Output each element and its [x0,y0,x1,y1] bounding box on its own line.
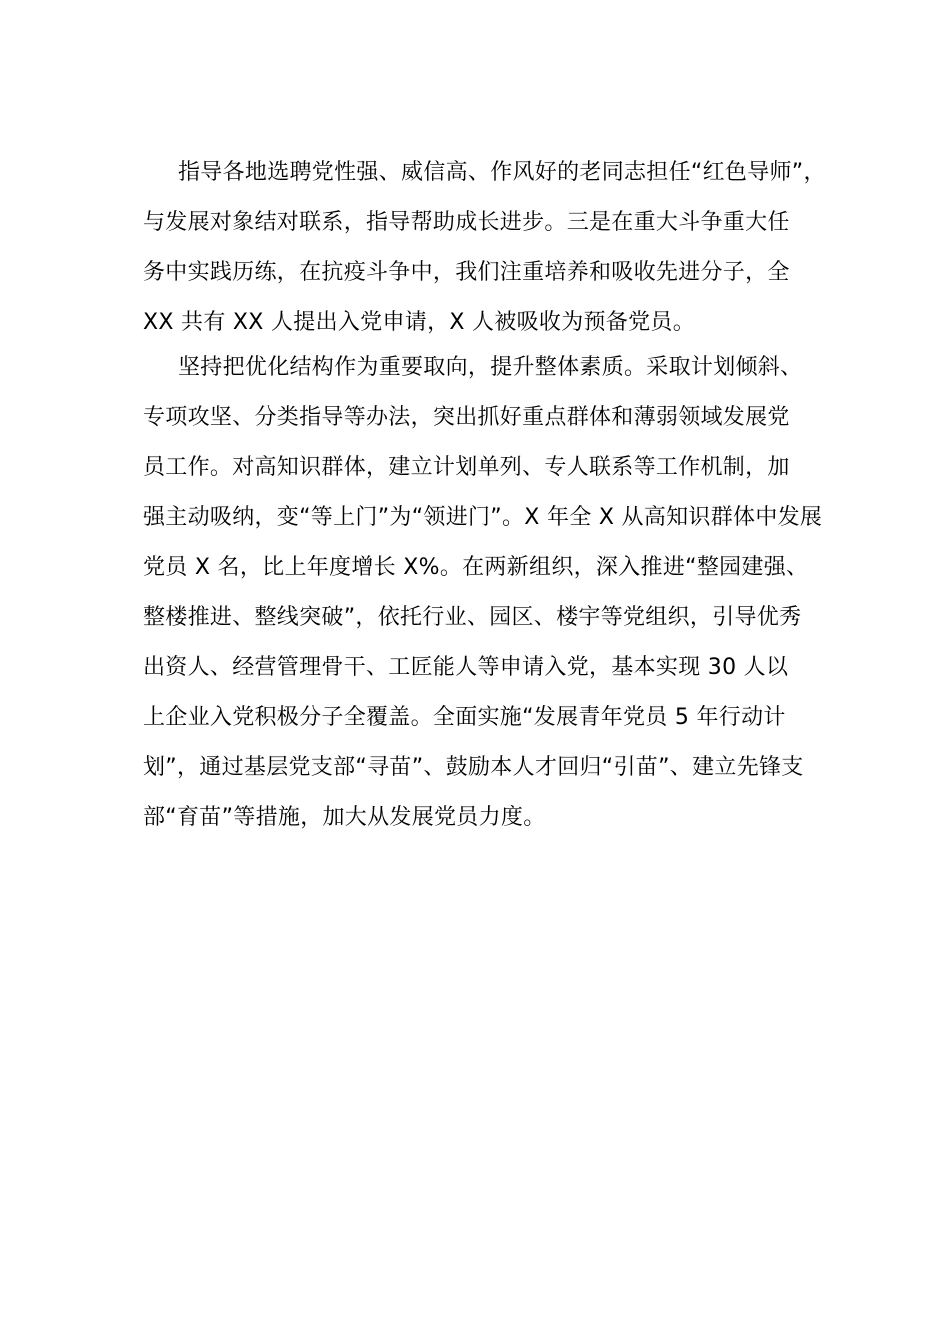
paragraph-line: 出资人、经营管理骨干、工匠能人等申请入党，基本实现 30 人以 [143,655,789,680]
paragraph-line: 上企业入党积极分子全覆盖。全面实施“发展青年党员 5 年行动计 [143,705,786,730]
paragraph-line: 与发展对象结对联系，指导帮助成长进步。三是在重大斗争重大任 [143,210,790,235]
paragraph-line: 整楼推进、整线突破”，依托行业、园区、楼宇等党组织，引导优秀 [143,605,802,630]
paragraph-line: 专项攻坚、分类指导等办法，突出抓好重点群体和薄弱领域发展党 [143,405,790,430]
paragraph-line: 坚持把优化结构作为重要取向，提升整体素质。采取计划倾斜、 [178,355,803,380]
paragraph-line: 党员 X 名，比上年度增长 X%。在两新组织，深入推进“整园建强、 [143,555,809,580]
paragraph-line: XX 共有 XX 人提出入党申请，X 人被吸收为预备党员。 [143,310,696,335]
paragraph-line: 划”，通过基层党支部“寻苗”、鼓励本人才回归“引苗”、建立先锋支 [143,755,804,780]
paragraph-line: 员工作。对高知识群体，建立计划单列、专人联系等工作机制，加 [143,455,790,480]
paragraph-line: 强主动吸纳，变“等上门”为“领进门”。X 年全 X 从高知识群体中发展 [143,505,823,530]
paragraph-line: 务中实践历练，在抗疫斗争中，我们注重培养和吸收先进分子，全 [143,260,790,285]
paragraph-optimize-structure [143,357,823,857]
paragraph-line: 指导各地选聘党性强、威信高、作风好的老同志担任“红色导师”， [178,160,826,185]
paragraph-red-mentor [143,160,826,362]
paragraph-line: 部“育苗”等措施，加大从发展党员力度。 [143,805,546,830]
